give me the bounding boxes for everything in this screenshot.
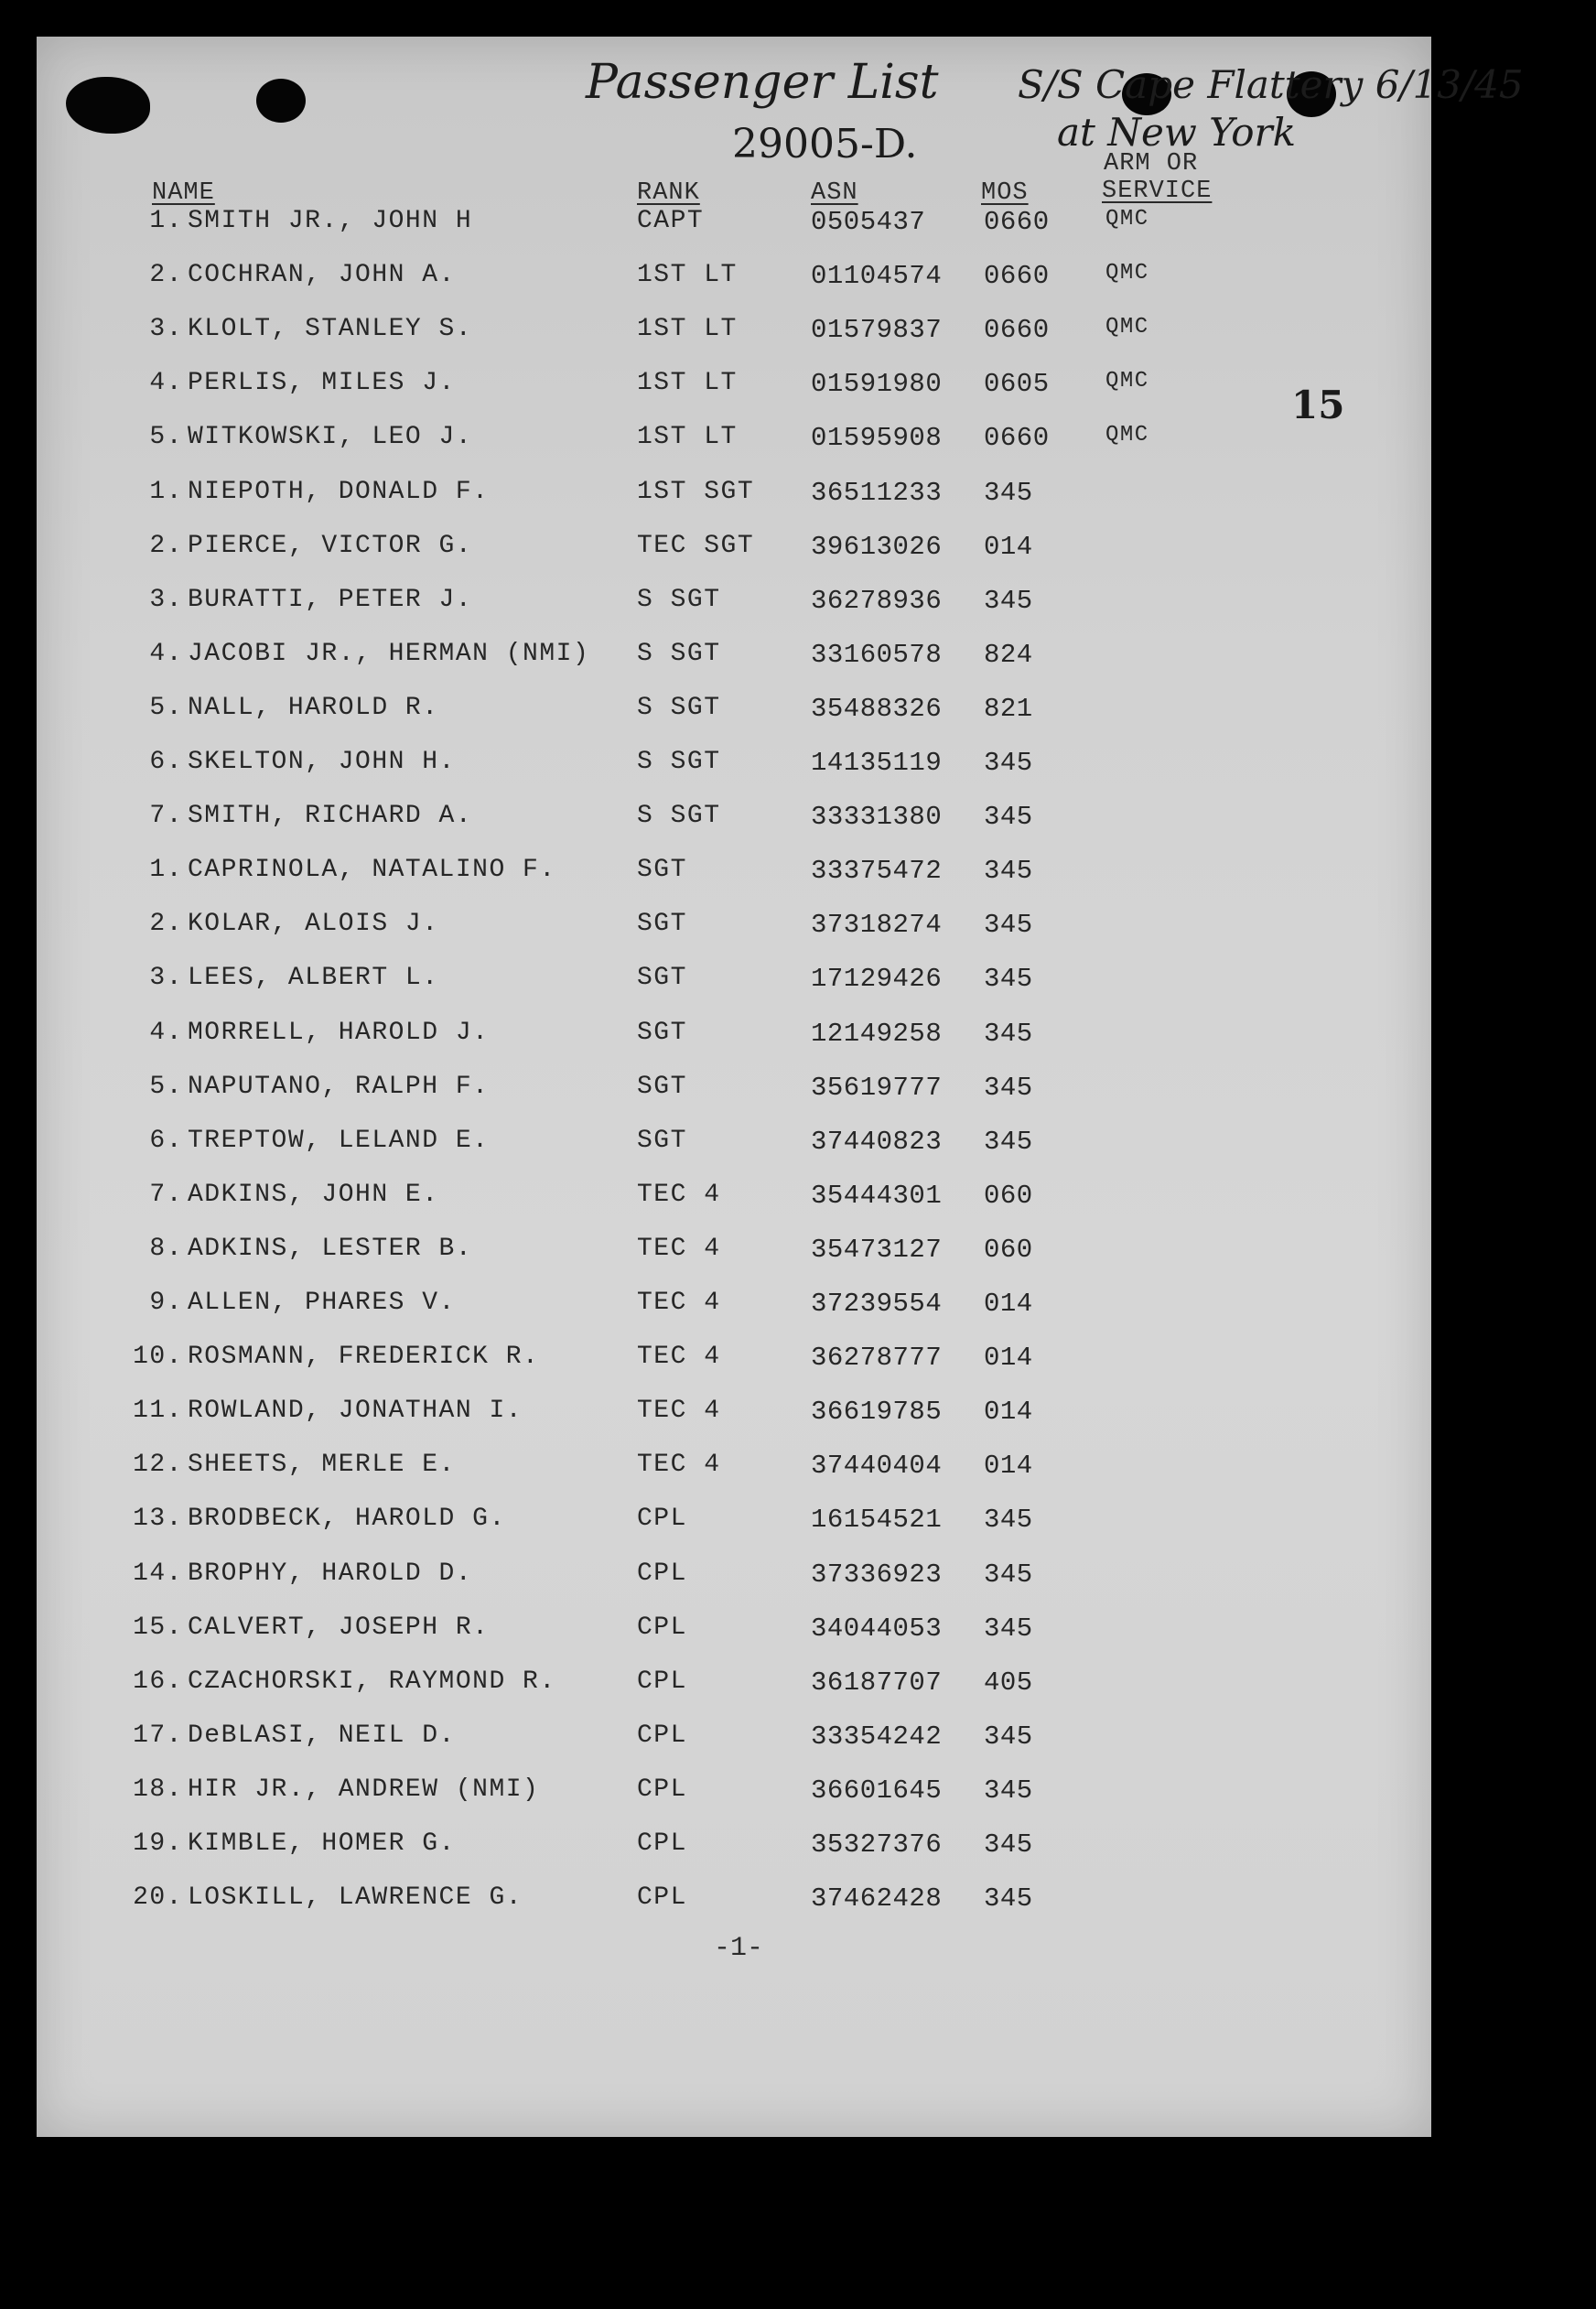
row-asn: 01104574 xyxy=(811,261,943,292)
row-num: 4. xyxy=(149,639,183,668)
row-num: 7. xyxy=(149,1180,183,1209)
row-num: 2. xyxy=(149,261,183,290)
row-asn: 16154521 xyxy=(811,1505,943,1536)
row-num: 15. xyxy=(133,1613,183,1642)
row-num: 14. xyxy=(133,1559,183,1588)
row-num: 3. xyxy=(149,585,183,614)
row-mos: 014 xyxy=(984,1397,1033,1428)
row-mos: 345 xyxy=(984,856,1033,887)
row-name: JACOBI JR., HERMAN (NMI) xyxy=(188,639,590,668)
table-row xyxy=(0,586,1596,622)
row-name: ROWLAND, JONATHAN I. xyxy=(188,1397,523,1426)
table-row xyxy=(0,1559,1596,1596)
row-rank: SGT xyxy=(637,856,687,885)
punch-hole-center-left xyxy=(256,79,306,123)
table-row xyxy=(0,1235,1596,1271)
row-asn: 36278936 xyxy=(811,585,943,616)
table-row xyxy=(0,640,1596,676)
row-mos: 345 xyxy=(984,910,1033,941)
row-num: 16. xyxy=(133,1667,183,1696)
table-row xyxy=(0,694,1596,730)
row-rank: SGT xyxy=(637,1072,687,1101)
row-asn: 37440823 xyxy=(811,1126,943,1157)
table-row xyxy=(0,1343,1596,1379)
row-rank: CPL xyxy=(637,1829,687,1858)
table-row xyxy=(0,532,1596,568)
row-asn: 01579837 xyxy=(811,315,943,346)
row-asn: 36278777 xyxy=(811,1343,943,1374)
row-num: 7. xyxy=(149,802,183,831)
row-asn: 37462428 xyxy=(811,1883,943,1915)
row-name: HIR JR., ANDREW (NMI) xyxy=(188,1775,540,1804)
header-service-line1: ARM OR xyxy=(1104,150,1199,178)
row-mos: 821 xyxy=(984,693,1033,724)
row-num: 2. xyxy=(149,910,183,939)
row-rank: CPL xyxy=(637,1721,687,1750)
row-num: 20. xyxy=(133,1883,183,1913)
row-rank: SGT xyxy=(637,964,687,993)
table-row xyxy=(0,1289,1596,1325)
header-rank: RANK xyxy=(637,179,700,207)
row-asn: 33160578 xyxy=(811,639,943,670)
row-asn: 35327376 xyxy=(811,1829,943,1860)
row-rank: SGT xyxy=(637,910,687,939)
row-mos: 345 xyxy=(984,1072,1033,1103)
row-service: QMC xyxy=(1105,423,1149,448)
row-mos: 345 xyxy=(984,1883,1033,1915)
row-name: TREPTOW, LELAND E. xyxy=(188,1126,490,1155)
row-mos: 0660 xyxy=(984,207,1050,237)
table-row xyxy=(0,1073,1596,1109)
row-num: 8. xyxy=(149,1234,183,1263)
table-row xyxy=(0,423,1596,459)
row-service: QMC xyxy=(1105,369,1149,394)
row-rank: S SGT xyxy=(637,748,721,776)
row-num: 1. xyxy=(149,856,183,885)
row-mos: 014 xyxy=(984,1343,1033,1374)
row-asn: 17129426 xyxy=(811,964,943,995)
row-rank: CPL xyxy=(637,1667,687,1696)
row-name: BRODBECK, HAROLD G. xyxy=(188,1505,506,1534)
row-asn: 39613026 xyxy=(811,531,943,562)
handwritten-port: at New York xyxy=(1057,110,1297,155)
row-asn: 36601645 xyxy=(811,1775,943,1806)
row-mos: 345 xyxy=(984,1559,1033,1590)
row-asn: 37336923 xyxy=(811,1559,943,1590)
page-count: 15 xyxy=(1291,383,1345,427)
row-rank: TEC SGT xyxy=(637,531,755,560)
row-asn: 12149258 xyxy=(811,1018,943,1049)
row-rank: TEC 4 xyxy=(637,1451,721,1480)
row-num: 4. xyxy=(149,369,183,398)
table-row xyxy=(0,315,1596,351)
row-num: 12. xyxy=(133,1451,183,1480)
row-asn: 33354242 xyxy=(811,1721,943,1752)
row-rank: TEC 4 xyxy=(637,1343,721,1372)
handwritten-ship: S/S Cape Flattery 6/13/45 xyxy=(1018,62,1524,107)
row-num: 4. xyxy=(149,1018,183,1047)
row-num: 1. xyxy=(149,477,183,506)
row-name: NAPUTANO, RALPH F. xyxy=(188,1072,490,1101)
row-mos: 345 xyxy=(984,1721,1033,1752)
table-row xyxy=(0,1829,1596,1866)
row-name: SKELTON, JOHN H. xyxy=(188,748,456,776)
row-rank: S SGT xyxy=(637,585,721,614)
table-row xyxy=(0,1505,1596,1541)
row-asn: 14135119 xyxy=(811,748,943,778)
table-row xyxy=(0,1883,1596,1920)
row-rank: S SGT xyxy=(637,639,721,668)
row-asn: 35488326 xyxy=(811,693,943,724)
table-row xyxy=(0,1451,1596,1487)
row-num: 17. xyxy=(133,1721,183,1750)
table-row xyxy=(0,748,1596,784)
row-mos: 345 xyxy=(984,748,1033,778)
table-row xyxy=(0,1721,1596,1758)
row-mos: 014 xyxy=(984,531,1033,562)
row-num: 18. xyxy=(133,1775,183,1804)
row-asn: 35473127 xyxy=(811,1234,943,1265)
row-num: 11. xyxy=(133,1397,183,1426)
row-asn: 01591980 xyxy=(811,369,943,400)
row-name: COCHRAN, JOHN A. xyxy=(188,261,456,290)
row-rank: 1ST LT xyxy=(637,315,738,344)
table-row xyxy=(0,964,1596,1000)
row-asn: 0505437 xyxy=(811,207,926,237)
row-num: 10. xyxy=(133,1343,183,1372)
row-name: KLOLT, STANLEY S. xyxy=(188,315,473,344)
row-num: 5. xyxy=(149,1072,183,1101)
row-asn: 37318274 xyxy=(811,910,943,941)
row-mos: 0605 xyxy=(984,369,1050,400)
row-rank: SGT xyxy=(637,1126,687,1155)
row-mos: 345 xyxy=(984,1613,1033,1644)
row-name: BROPHY, HAROLD D. xyxy=(188,1559,473,1588)
row-name: NALL, HAROLD R. xyxy=(188,693,439,722)
row-mos: 345 xyxy=(984,802,1033,833)
row-name: PIERCE, VICTOR G. xyxy=(188,531,473,560)
handwritten-title: Passenger List xyxy=(586,55,939,110)
row-num: 3. xyxy=(149,964,183,993)
row-rank: CPL xyxy=(637,1775,687,1804)
row-rank: CPL xyxy=(637,1505,687,1534)
row-rank: 1ST LT xyxy=(637,423,738,452)
row-rank: 1ST SGT xyxy=(637,477,755,506)
row-mos: 060 xyxy=(984,1180,1033,1211)
row-mos: 345 xyxy=(984,1018,1033,1049)
table-row xyxy=(0,207,1596,243)
row-rank: TEC 4 xyxy=(637,1397,721,1426)
row-name: CALVERT, JOSEPH R. xyxy=(188,1613,490,1642)
row-num: 19. xyxy=(133,1829,183,1858)
row-asn: 36187707 xyxy=(811,1667,943,1698)
row-mos: 345 xyxy=(984,1775,1033,1806)
row-rank: CPL xyxy=(637,1613,687,1642)
row-rank: CAPT xyxy=(637,207,705,235)
header-mos: MOS xyxy=(981,179,1029,207)
row-rank: CPL xyxy=(637,1883,687,1913)
row-num: 5. xyxy=(149,693,183,722)
row-name: BURATTI, PETER J. xyxy=(188,585,473,614)
row-asn: 36619785 xyxy=(811,1397,943,1428)
header-asn: ASN xyxy=(811,179,858,207)
row-rank: 1ST LT xyxy=(637,261,738,290)
row-mos: 014 xyxy=(984,1451,1033,1482)
row-mos: 0660 xyxy=(984,315,1050,346)
row-name: CAPRINOLA, NATALINO F. xyxy=(188,856,556,885)
page-number: -1- xyxy=(714,1933,764,1964)
row-asn: 37239554 xyxy=(811,1289,943,1319)
table-row xyxy=(0,1613,1596,1650)
row-asn: 35619777 xyxy=(811,1072,943,1103)
row-num: 2. xyxy=(149,531,183,560)
row-name: ALLEN, PHARES V. xyxy=(188,1289,456,1317)
table-row xyxy=(0,1667,1596,1704)
row-name: SHEETS, MERLE E. xyxy=(188,1451,456,1480)
row-mos: 345 xyxy=(984,477,1033,508)
table-row xyxy=(0,261,1596,297)
row-mos: 345 xyxy=(984,1126,1033,1157)
table-row xyxy=(0,478,1596,514)
row-rank: 1ST LT xyxy=(637,369,738,398)
table-row xyxy=(0,1127,1596,1163)
row-num: 6. xyxy=(149,748,183,776)
row-service: QMC xyxy=(1105,261,1149,286)
row-mos: 345 xyxy=(984,964,1033,995)
row-name: DeBLASI, NEIL D. xyxy=(188,1721,456,1750)
row-asn: 34044053 xyxy=(811,1613,943,1644)
row-num: 3. xyxy=(149,315,183,344)
row-rank: TEC 4 xyxy=(637,1289,721,1317)
table-row xyxy=(0,856,1596,892)
row-num: 5. xyxy=(149,423,183,452)
row-mos: 345 xyxy=(984,585,1033,616)
row-name: SMITH JR., JOHN H xyxy=(188,207,473,235)
row-num: 9. xyxy=(149,1289,183,1317)
table-row xyxy=(0,1397,1596,1433)
row-rank: SGT xyxy=(637,1018,687,1047)
row-num: 1. xyxy=(149,207,183,235)
row-rank: TEC 4 xyxy=(637,1180,721,1209)
row-asn: 37440404 xyxy=(811,1451,943,1482)
row-name: KOLAR, ALOIS J. xyxy=(188,910,439,939)
row-mos: 0660 xyxy=(984,423,1050,454)
row-rank: S SGT xyxy=(637,693,721,722)
row-name: MORRELL, HAROLD J. xyxy=(188,1018,490,1047)
table-row xyxy=(0,910,1596,946)
table-row xyxy=(0,369,1596,405)
row-name: CZACHORSKI, RAYMOND R. xyxy=(188,1667,556,1696)
row-name: PERLIS, MILES J. xyxy=(188,369,456,398)
handwritten-code: 29005-D. xyxy=(732,121,918,167)
row-service: QMC xyxy=(1105,315,1149,340)
row-name: ROSMANN, FREDERICK R. xyxy=(188,1343,540,1372)
row-rank: TEC 4 xyxy=(637,1234,721,1263)
header-service-line2: SERVICE xyxy=(1102,178,1213,205)
row-rank: CPL xyxy=(637,1559,687,1588)
row-asn: 33331380 xyxy=(811,802,943,833)
row-mos: 345 xyxy=(984,1829,1033,1860)
row-num: 6. xyxy=(149,1126,183,1155)
row-mos: 345 xyxy=(984,1505,1033,1536)
row-num: 13. xyxy=(133,1505,183,1534)
row-mos: 824 xyxy=(984,639,1033,670)
row-name: WITKOWSKI, LEO J. xyxy=(188,423,473,452)
row-asn: 35444301 xyxy=(811,1180,943,1211)
table-row xyxy=(0,1019,1596,1055)
row-name: LOSKILL, LAWRENCE G. xyxy=(188,1883,523,1913)
header-name: NAME xyxy=(152,179,215,207)
row-mos: 060 xyxy=(984,1234,1033,1265)
row-name: LEES, ALBERT L. xyxy=(188,964,439,993)
row-name: ADKINS, JOHN E. xyxy=(188,1180,439,1209)
row-name: SMITH, RICHARD A. xyxy=(188,802,473,831)
row-mos: 014 xyxy=(984,1289,1033,1319)
row-asn: 01595908 xyxy=(811,423,943,454)
row-name: KIMBLE, HOMER G. xyxy=(188,1829,456,1858)
row-mos: 0660 xyxy=(984,261,1050,292)
row-asn: 33375472 xyxy=(811,856,943,887)
row-mos: 405 xyxy=(984,1667,1033,1698)
row-name: NIEPOTH, DONALD F. xyxy=(188,477,490,506)
row-name: ADKINS, LESTER B. xyxy=(188,1234,473,1263)
row-rank: S SGT xyxy=(637,802,721,831)
table-row xyxy=(0,1181,1596,1217)
row-service: QMC xyxy=(1105,207,1149,232)
table-row xyxy=(0,802,1596,838)
table-row xyxy=(0,1775,1596,1812)
row-asn: 36511233 xyxy=(811,477,943,508)
